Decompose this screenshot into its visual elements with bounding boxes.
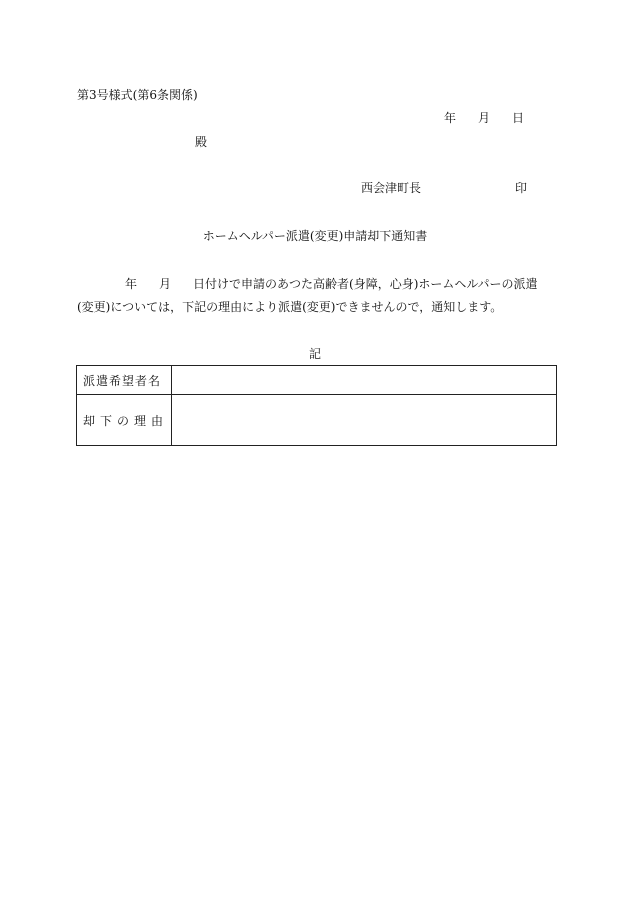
addressee-suffix: 殿	[195, 135, 208, 149]
info-table	[76, 365, 557, 446]
applicant-name-label: 派遣希望者名	[77, 366, 172, 395]
ki-label: 記	[308, 347, 321, 361]
rejection-reason-label: 却下の理由	[77, 395, 172, 446]
year-label: 年	[444, 111, 457, 125]
month-label: 月	[478, 111, 491, 125]
issuer-name: 西会津町長	[361, 181, 422, 195]
body-line-1	[125, 277, 538, 291]
form-number: 第3号様式(第6条関係)	[77, 88, 198, 102]
date-line	[444, 111, 524, 125]
day-label: 日	[512, 111, 525, 125]
table-row	[77, 395, 557, 446]
body-year-label: 年	[125, 277, 138, 291]
body-month-label: 月	[159, 277, 172, 291]
table-row	[77, 366, 557, 395]
applicant-name-value	[172, 366, 557, 395]
document-title: ホームヘルパー派遣(変更)申請却下通知書	[202, 229, 428, 243]
seal-label: 印	[515, 181, 528, 195]
body-line-2: (変更)については，下記の理由により派遣(変更)できませんので，通知します。	[77, 300, 503, 314]
body-line-1-text: 日付けで申請のあつた高齢者(身障，心身)ホームヘルパーの派遣	[193, 277, 538, 291]
rejection-reason-value	[172, 395, 557, 446]
